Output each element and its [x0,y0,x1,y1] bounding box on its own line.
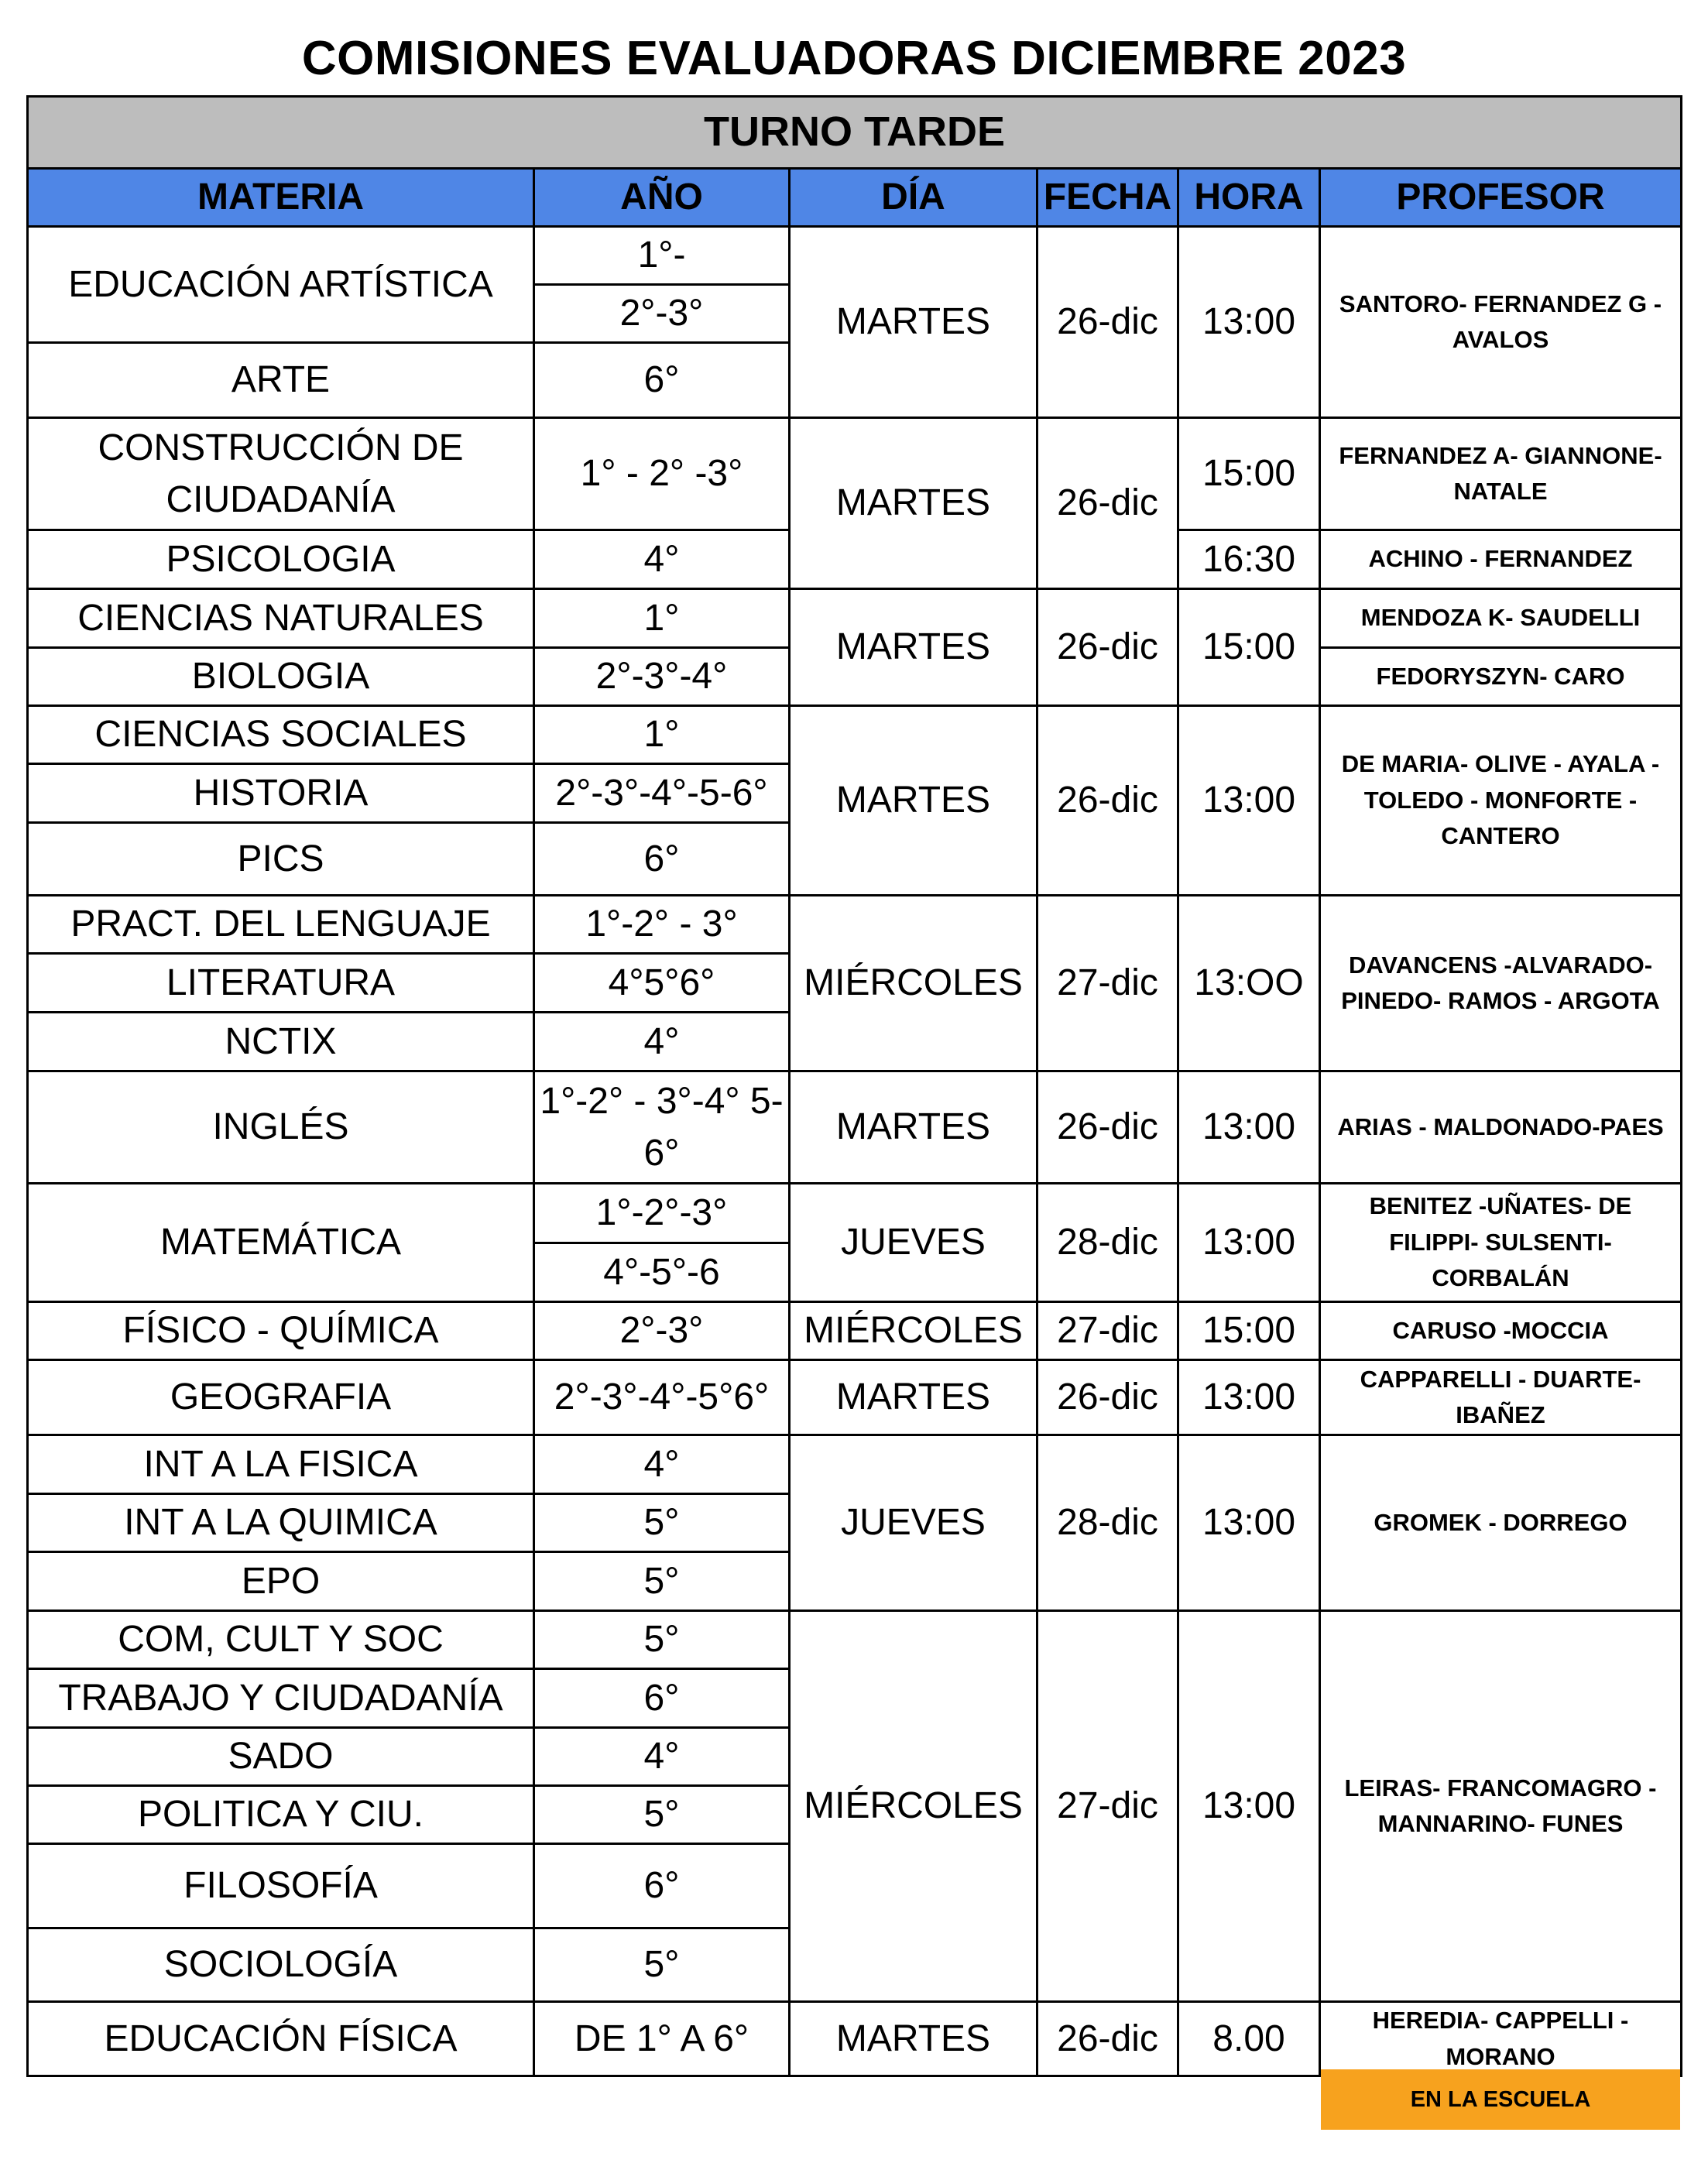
profesor-cell: DE MARIA- OLIVE - AYALA - TOLEDO - MONFORTE - CANTERO [1320,706,1682,896]
dia-cell: MARTES [790,589,1037,706]
profesor-cell: ACHINO - FERNANDEZ [1320,530,1682,589]
dia-cell: MARTES [790,1071,1037,1184]
fecha-cell: 27-dic [1037,1611,1178,2002]
anio-cell: 4° [534,530,790,589]
anio-cell: 2°-3°-4°-5-6° [534,764,790,823]
materia-cell: PRACT. DEL LENGUAJE [28,896,534,954]
fecha-cell: 27-dic [1037,896,1178,1071]
anio-cell: 2°-3°-4° [534,648,790,706]
materia-cell: INGLÉS [28,1071,534,1184]
materia-cell: INT A LA QUIMICA [28,1494,534,1552]
materia-cell: TRABAJO Y CIUDADANÍA [28,1669,534,1728]
fecha-cell: 26-dic [1037,418,1178,589]
header-hora: HORA [1178,169,1320,227]
hora-cell: 15:00 [1178,1302,1320,1360]
profesor-cell: SANTORO- FERNANDEZ G - AVALOS [1320,227,1682,418]
anio-cell: 5° [534,1552,790,1611]
anio-cell: 4° [534,1728,790,1786]
materia-cell: FILOSOFÍA [28,1844,534,1928]
dia-cell: JUEVES [790,1435,1037,1611]
dia-cell: MARTES [790,227,1037,418]
dia-cell: MIÉRCOLES [790,896,1037,1071]
materia-cell: FÍSICO - QUÍMICA [28,1302,534,1360]
fecha-cell: 26-dic [1037,706,1178,896]
materia-cell: POLITICA Y CIU. [28,1786,534,1844]
fecha-cell: 26-dic [1037,589,1178,706]
table-row [28,227,1682,285]
dia-cell: MARTES [790,2002,1037,2076]
anio-cell: 5° [534,1786,790,1844]
table-row [28,1302,1682,1360]
hora-cell: 13:OO [1178,896,1320,1071]
materia-cell: EPO [28,1552,534,1611]
fecha-cell: 26-dic [1037,227,1178,418]
dia-cell: MARTES [790,1360,1037,1435]
fecha-cell: 26-dic [1037,1071,1178,1184]
materia-cell: INT A LA FISICA [28,1435,534,1494]
fecha-cell: 28-dic [1037,1435,1178,1611]
anio-cell: 4° [534,1435,790,1494]
location-note: EN LA ESCUELA [1321,2069,1680,2130]
materia-cell: CONSTRUCCIÓN DE CIUDADANÍA [28,418,534,530]
anio-cell: 6° [534,1669,790,1728]
anio-cell: DE 1° A 6° [534,2002,790,2076]
dia-cell: MARTES [790,706,1037,896]
hora-cell: 13:00 [1178,1071,1320,1184]
anio-cell: 1°- [534,227,790,285]
table-row [28,1435,1682,1494]
fecha-cell: 26-dic [1037,1360,1178,1435]
hora-cell: 13:00 [1178,1360,1320,1435]
profesor-cell: MENDOZA K- SAUDELLI [1320,589,1682,648]
materia-cell: HISTORIA [28,764,534,823]
table-row [28,896,1682,954]
header-anio: AÑO [534,169,790,227]
header-row [28,169,1682,227]
profesor-cell: FEDORYSZYN- CARO [1320,648,1682,706]
table-row [28,1360,1682,1435]
anio-cell: 6° [534,823,790,896]
materia-cell: SOCIOLOGÍA [28,1928,534,2002]
shift-title: TURNO TARDE [28,97,1682,169]
profesor-cell: DAVANCENS -ALVARADO- PINEDO- RAMOS - ARGOTA [1320,896,1682,1071]
hora-cell: 15:00 [1178,589,1320,706]
materia-cell: PSICOLOGIA [28,530,534,589]
fecha-cell: 26-dic [1037,2002,1178,2076]
anio-cell: 1°-2°-3° [534,1184,790,1243]
profesor-cell: CAPPARELLI - DUARTE- IBAÑEZ [1320,1360,1682,1435]
anio-cell: 4° [534,1013,790,1071]
materia-cell: LITERATURA [28,954,534,1013]
fecha-cell: 28-dic [1037,1184,1178,1302]
anio-cell: 6° [534,343,790,418]
table-row [28,2002,1682,2076]
shift-row [28,97,1682,169]
hora-cell: 13:00 [1178,706,1320,896]
materia-cell: GEOGRAFIA [28,1360,534,1435]
table-row [28,1611,1682,1669]
table-row [28,418,1682,530]
hora-cell: 13:00 [1178,1184,1320,1302]
anio-cell: 2°-3°-4°-5°6° [534,1360,790,1435]
anio-cell: 1° - 2° -3° [534,418,790,530]
anio-cell: 5° [534,1928,790,2002]
anio-cell: 1°-2° - 3° [534,896,790,954]
header-fecha: FECHA [1037,169,1178,227]
header-materia: MATERIA [28,169,534,227]
table-row [28,1071,1682,1184]
anio-cell: 5° [534,1494,790,1552]
header-dia: DÍA [790,169,1037,227]
anio-cell: 1° [534,706,790,764]
hora-cell: 13:00 [1178,227,1320,418]
table-row [28,589,1682,648]
profesor-cell: HEREDIA- CAPPELLI - MORANO [1320,2002,1682,2076]
dia-cell: JUEVES [790,1184,1037,1302]
materia-cell: COM, CULT Y SOC [28,1611,534,1669]
anio-cell: 6° [534,1844,790,1928]
materia-cell: EDUCACIÓN FÍSICA [28,2002,534,2076]
profesor-cell: CARUSO -MOCCIA [1320,1302,1682,1360]
hora-cell: 8.00 [1178,2002,1320,2076]
materia-cell: CIENCIAS SOCIALES [28,706,534,764]
schedule-table [26,95,1682,2077]
anio-cell: 5° [534,1611,790,1669]
materia-cell: CIENCIAS NATURALES [28,589,534,648]
materia-cell: EDUCACIÓN ARTÍSTICA [28,227,534,343]
materia-cell: MATEMÁTICA [28,1184,534,1302]
page-title: COMISIONES EVALUADORAS DICIEMBRE 2023 [301,32,1407,85]
dia-cell: MIÉRCOLES [790,1611,1037,2002]
materia-cell: ARTE [28,343,534,418]
dia-cell: MARTES [790,418,1037,589]
anio-cell: 1° [534,589,790,648]
anio-cell: 1°-2° - 3°-4° 5-6° [534,1071,790,1184]
hora-cell: 13:00 [1178,1611,1320,2002]
hora-cell: 15:00 [1178,418,1320,530]
profesor-cell: GROMEK - DORREGO [1320,1435,1682,1611]
materia-cell: SADO [28,1728,534,1786]
profesor-cell: BENITEZ -UÑATES- DE FILIPPI- SULSENTI- CORBALÁN [1320,1184,1682,1302]
anio-cell: 2°-3° [534,1302,790,1360]
header-profesor: PROFESOR [1320,169,1682,227]
materia-cell: NCTIX [28,1013,534,1071]
table-row [28,1184,1682,1243]
fecha-cell: 27-dic [1037,1302,1178,1360]
profesor-cell: LEIRAS- FRANCOMAGRO - MANNARINO- FUNES [1320,1611,1682,2002]
table-row [28,706,1682,764]
materia-cell: PICS [28,823,534,896]
anio-cell: 4°5°6° [534,954,790,1013]
hora-cell: 16:30 [1178,530,1320,589]
profesor-cell: FERNANDEZ A- GIANNONE- NATALE [1320,418,1682,530]
hora-cell: 13:00 [1178,1435,1320,1611]
profesor-cell: ARIAS - MALDONADO-PAES [1320,1071,1682,1184]
anio-cell: 4°-5°-6 [534,1243,790,1302]
materia-cell: BIOLOGIA [28,648,534,706]
dia-cell: MIÉRCOLES [790,1302,1037,1360]
anio-cell: 2°-3° [534,285,790,343]
